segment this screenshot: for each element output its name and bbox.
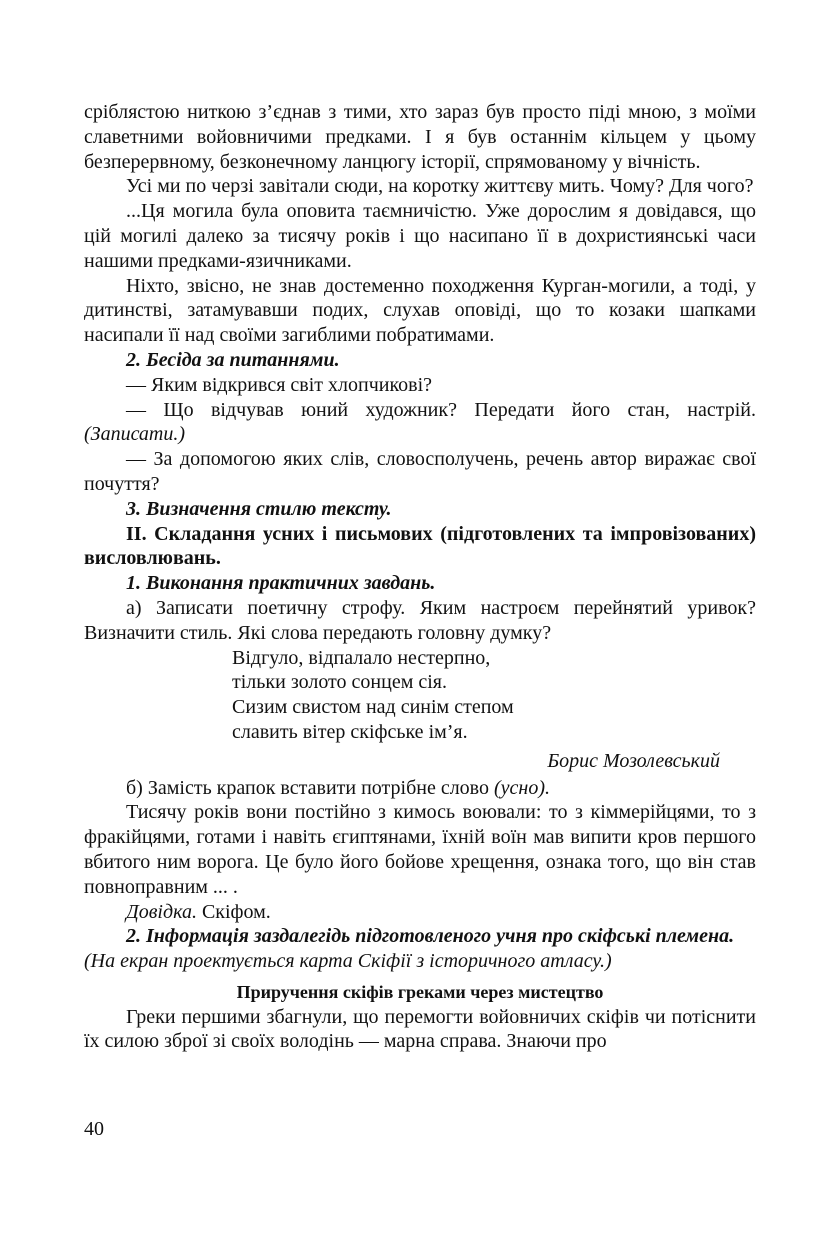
question-3: — За допомогою яких слів, словосполучень, речень автор виражає свої почуття?	[84, 448, 756, 495]
hint-label: Довідка.	[126, 900, 197, 923]
page-number: 40	[84, 1118, 104, 1140]
poem-author: Борис Мозолевський	[547, 749, 720, 772]
poem-line: Сизим свистом над синім степом	[232, 696, 514, 719]
poem-line: славить вітер скіфське ім’я.	[232, 720, 468, 743]
heading-style: 3. Визначення стилю тексту.	[126, 497, 392, 520]
heading-tasks: 1. Виконання практичних завдань.	[126, 572, 436, 595]
question-2-note: (Записати.)	[84, 423, 186, 446]
heading-section-2: ІІ. Складання усних і письмових (підготовлених та імпровізованих) висловлювань.	[84, 522, 756, 570]
info-note: (На екран проектується карта Скіфії з історичного атласу.)	[84, 950, 612, 973]
paragraph-3: ...Ця могила була оповита таємничістю. Уже дорослим я довідався, що цій могилі далеко за тисячу років і що насипано її в дохристиянські часи нашими предками-язичниками.	[84, 200, 756, 272]
question-2-text: — Що відчував юний художник? Передати його стан, настрій.	[126, 398, 756, 421]
task-b	[84, 776, 756, 801]
question-1: — Яким відкрився світ хлопчикові?	[126, 373, 433, 396]
hint-text: Скіфом.	[196, 900, 271, 923]
paragraph-5: Тисячу років вони постійно з кимось воювали: то з кіммерійцями, то з фракійцями, готами і навіть єгиптянами, їхній воїн мав випити кров першого вбитого ним ворога. Це було його бойове хрещення, ознака того, що він став повноправним ... .	[84, 801, 756, 898]
poem-line: Відгуло, відпалало нестерпно,	[232, 646, 491, 669]
task-b-text: б) Замість крапок вставити потрібне слово	[126, 776, 489, 799]
poem-stanza	[232, 646, 756, 745]
hint	[84, 900, 756, 925]
heading-conversation: 2. Бесіда за питаннями.	[126, 348, 340, 371]
task-a: а) Записати поетичну строфу. Яким настроєм перейнятий уривок? Визначити стиль. Які слова передають головну думку?	[84, 596, 756, 644]
paragraph-2: Усі ми по черзі завітали сюди, на коротку життєву мить. Чому? Для чого?	[126, 175, 754, 198]
heading-taming: Приручення скіфів греками через мистецтво	[236, 981, 604, 1002]
task-b-note: (усно).	[494, 776, 550, 799]
paragraph-4: Ніхто, звісно, не знав достеменно походження Курган-могили, а тоді, у дитинстві, затамувавши подих, слухав оповіді, що то козаки шапками насипали її над своїми загиблими побратимами.	[84, 274, 756, 347]
heading-info: 2. Інформація заздалегідь підготовленого учня про скіфські племена.	[126, 925, 735, 948]
page-text	[84, 100, 756, 1054]
poem-line: тільки золото сонцем сія.	[232, 671, 447, 694]
paragraph-1: сріблястою ниткою з’єднав з тими, хто зараз був просто піді мною, з моїми славетними войовничими предками. І я був останнім кільцем у цьому безперервному, безконечному ланцюгу історії, спрямованому у вічність.	[84, 101, 756, 173]
paragraph-6: Греки першими збагнули, що перемогти войовничих скіфів чи потіснити їх силою зброї зі своїх володінь — марна справа. Знаючи про	[84, 1005, 756, 1053]
question-2	[84, 398, 756, 448]
